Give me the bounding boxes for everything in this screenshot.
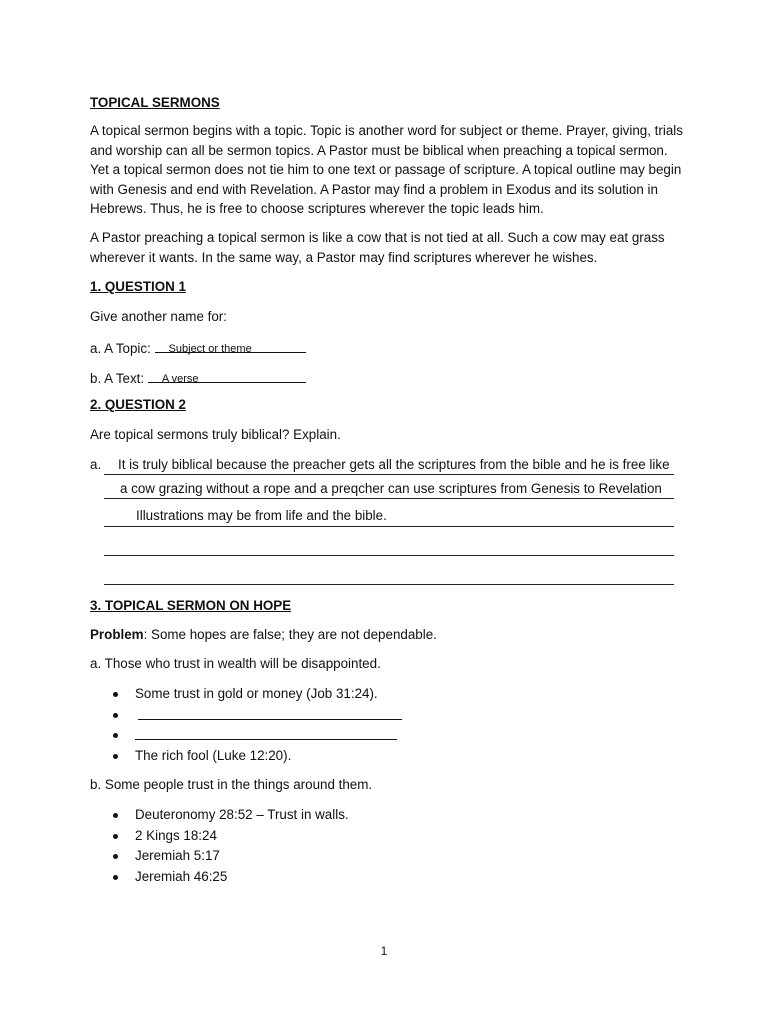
question-1-prompt: Give another name for:: [90, 309, 227, 324]
problem-statement: [90, 627, 437, 642]
question-1b-row: [90, 368, 306, 386]
list-item: Jeremiah 46:25: [110, 867, 349, 888]
list-item-blank: [110, 705, 402, 726]
problem-text: : Some hopes are false; they are not dependable.: [143, 627, 437, 642]
list-item-blank: [110, 725, 402, 746]
answer-rule-3[interactable]: [104, 526, 674, 527]
question-1a-label: a. A Topic:: [90, 341, 151, 356]
list-item: Deuteronomy 28:52 – Trust in walls.: [110, 805, 349, 826]
list-item: Some trust in gold or money (Job 31:24).: [110, 684, 402, 705]
blank-answer-field[interactable]: [135, 725, 397, 740]
page-number: 1: [380, 944, 388, 958]
bullet-list-b: [110, 805, 349, 887]
answer-rule-5[interactable]: [104, 584, 674, 585]
question-1b-answer: A verse: [161, 373, 199, 385]
question-2-answer-line-1: It is truly biblical because the preacher gets all the scriptures from the bible and he is free like: [118, 457, 670, 472]
point-a: a. Those who trust in wealth will be disappointed.: [90, 656, 381, 671]
question-2-prompt: Are topical sermons truly biblical? Explain.: [90, 427, 341, 442]
question-1a-row: [90, 338, 306, 356]
question-1a-answer: Subject or theme: [168, 343, 252, 355]
intro-paragraph-2: A Pastor preaching a topical sermon is like a cow that is not tied at all. Such a cow may eat grass wherever it wants. In the same way, a Pastor may find scriptures wherever he wishes.: [90, 230, 665, 265]
bullet-list-a: [110, 684, 402, 766]
list-item: 2 Kings 18:24: [110, 826, 349, 847]
question-2-answer-line-3: Illustrations may be from life and the bible.: [136, 508, 387, 523]
list-item: The rich fool (Luke 12:20).: [110, 746, 402, 767]
question-1a-answer-field[interactable]: [155, 338, 306, 353]
question-2a-label: a.: [90, 457, 102, 472]
question-1b-answer-field[interactable]: [148, 368, 306, 383]
answer-rule-2[interactable]: [104, 498, 674, 499]
question-2-answer-line-2: a cow grazing without a rope and a preqcher can use scriptures from Genesis to Revelation: [120, 481, 662, 496]
point-b: b. Some people trust in the things around them.: [90, 777, 373, 792]
section-3-heading: 3. TOPICAL SERMON ON HOPE: [90, 598, 292, 613]
question-1b-label: b. A Text:: [90, 371, 145, 386]
problem-label: Problem: [90, 627, 144, 642]
answer-rule-4[interactable]: [104, 555, 674, 556]
blank-answer-field[interactable]: [138, 705, 402, 720]
page-title: TOPICAL SERMONS: [90, 95, 220, 110]
answer-rule-1[interactable]: [104, 474, 674, 475]
question-2-heading: 2. QUESTION 2: [90, 397, 186, 412]
question-1-heading: 1. QUESTION 1: [90, 279, 186, 294]
list-item: Jeremiah 5:17: [110, 846, 349, 867]
intro-paragraph-1: A topical sermon begins with a topic. Topic is another word for subject or theme. Prayer, giving, trials and worship can all be sermon topics. A Pastor must be biblical when preaching a topical sermon. Yet a topical sermon does not tie him to one text or passage of scripture. A topical outline may begin with Genesis and end with Revelation. A Pastor may find a problem in Exodus and its solution in Hebrews. Thus, he is free to choose scriptures wherever the topic leads him.: [90, 123, 683, 216]
